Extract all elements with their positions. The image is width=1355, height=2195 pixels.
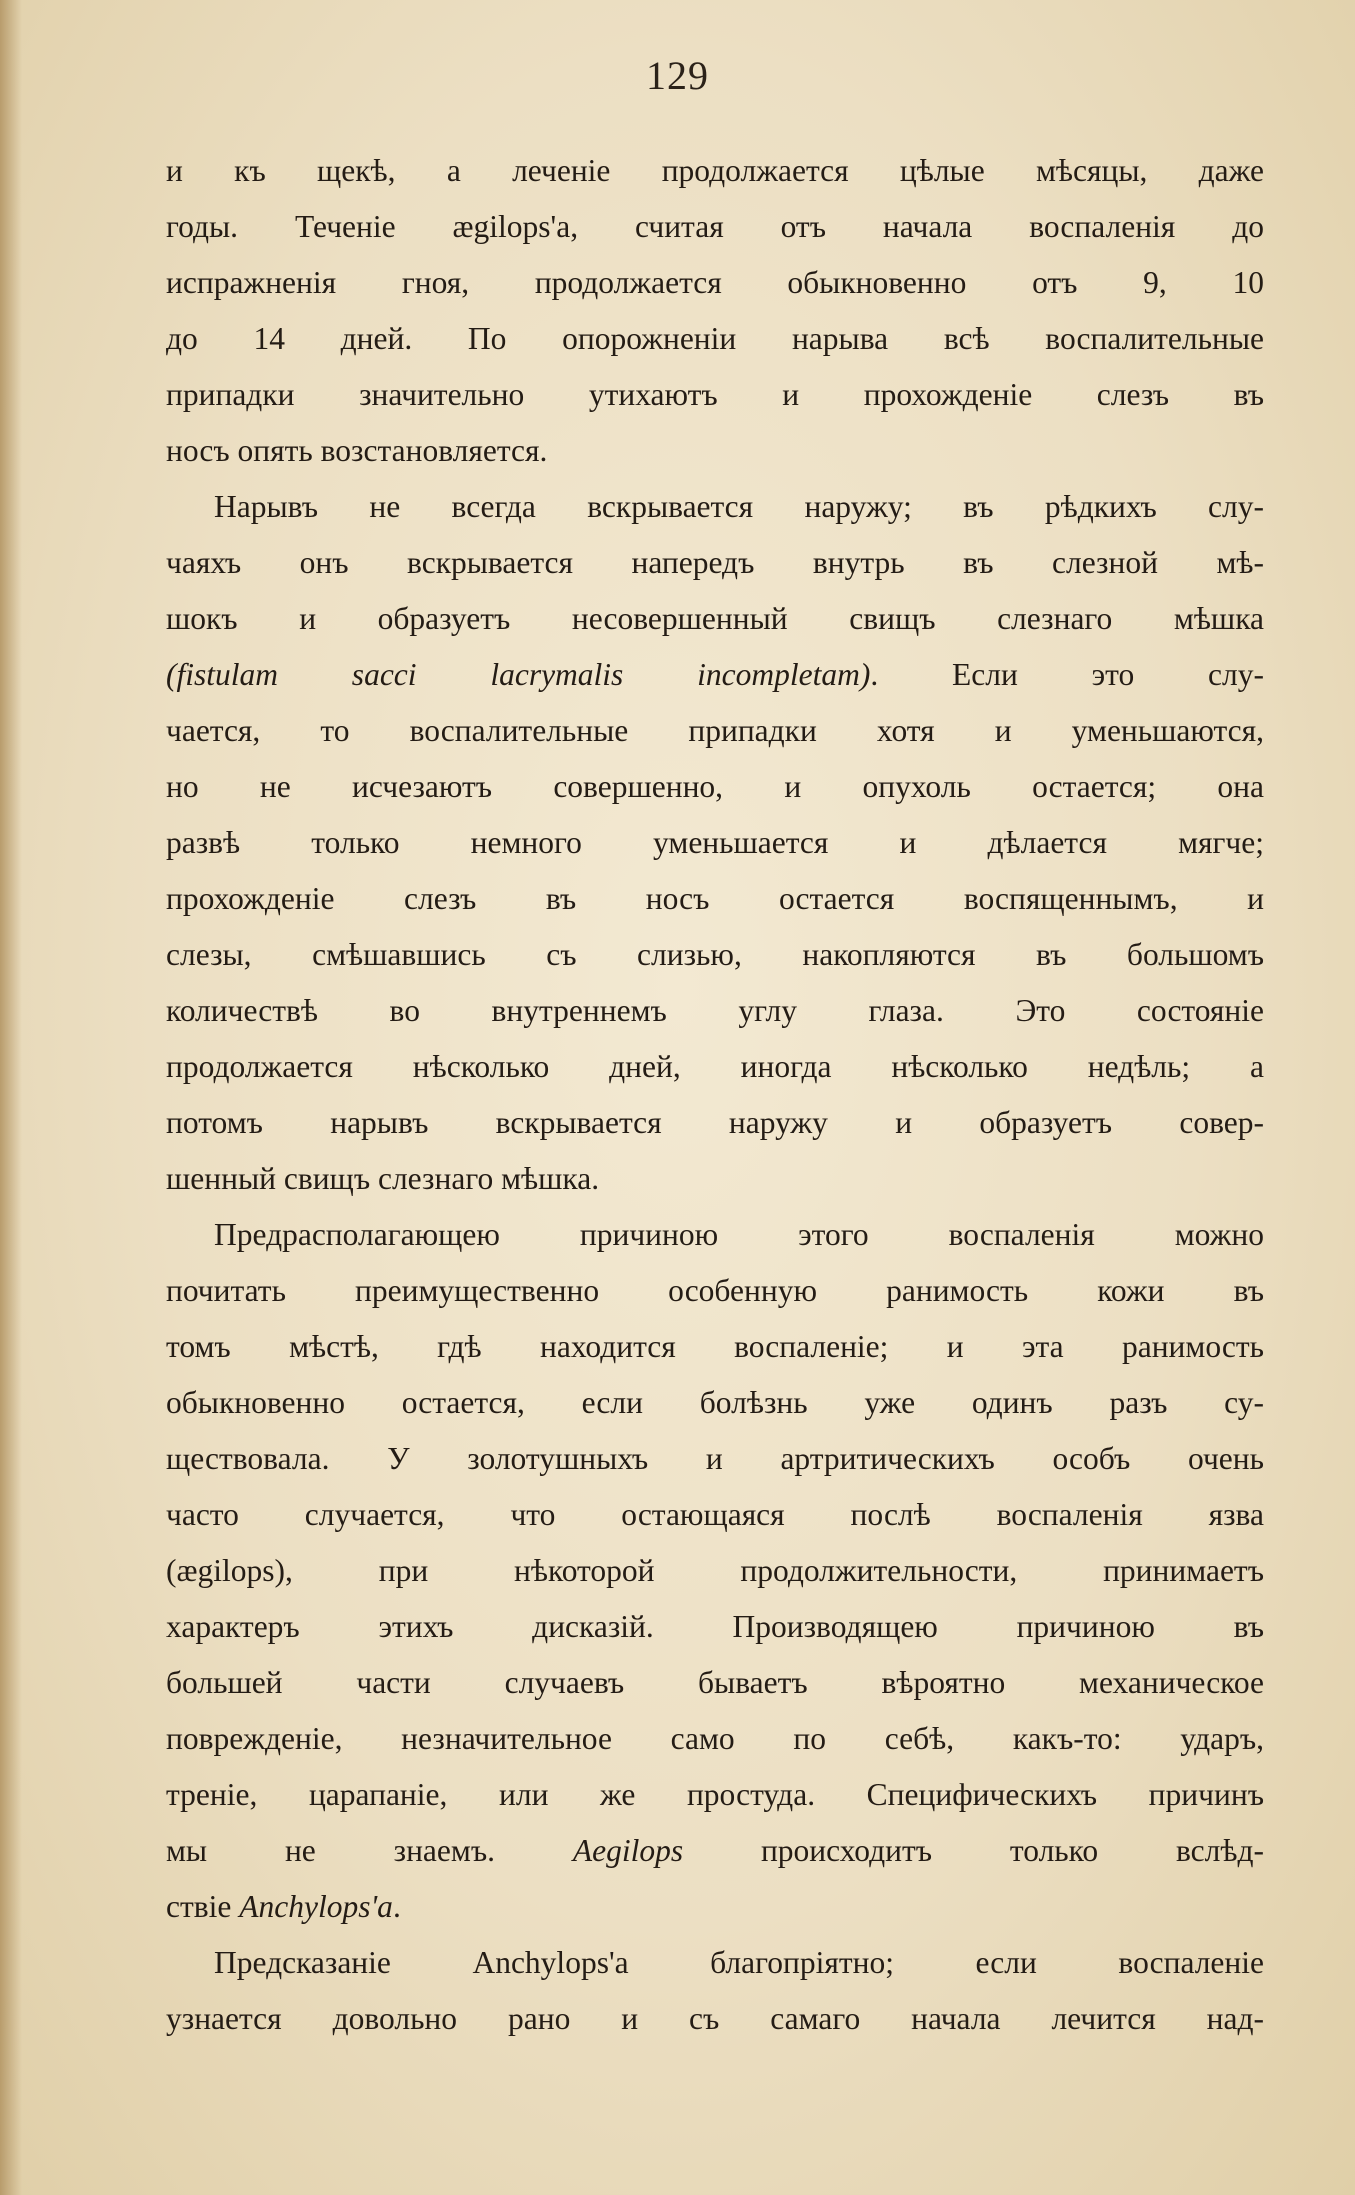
page-number: 129 xyxy=(646,53,709,98)
text-line: мы не знаемъ. Aegilops происходитъ только вслѣд- xyxy=(166,1833,1264,1868)
text-line: ществовала. У золотушныхъ и артритическихъ особъ очень xyxy=(166,1441,1264,1476)
text-line: годы. Теченіе ægilops'а, считая отъ начала воспаленія до xyxy=(166,209,1264,244)
text-line: большей части случаевъ бываетъ вѣроятно механическое xyxy=(166,1665,1264,1700)
text-line: продолжается нѣсколько дней, иногда нѣсколько недѣль; а xyxy=(166,1049,1264,1084)
text-line: и къ щекѣ, а леченіе продолжается цѣлые мѣсяцы, даже xyxy=(166,153,1264,188)
text-line: ствіе Anchylops'a. xyxy=(166,1889,401,1924)
text-line: потомъ нарывъ вскрывается наружу и образуетъ совер- xyxy=(166,1105,1264,1140)
text-line: (ægilops), при нѣкоторой продолжительности, принимаетъ xyxy=(166,1553,1264,1588)
text-line: количествѣ во внутреннемъ углу глаза. Это состояніе xyxy=(166,993,1264,1028)
text-line: слезы, смѣшавшись съ слизью, накопляются въ большомъ xyxy=(166,937,1264,972)
text-line: томъ мѣстѣ, гдѣ находится воспаленіе; и эта ранимость xyxy=(166,1329,1264,1364)
text-line: до 14 дней. По опорожненіи нарыва всѣ воспалительные xyxy=(166,321,1264,356)
text-line: характеръ этихъ дисказій. Производящею причиною въ xyxy=(166,1609,1264,1644)
text-line: обыкновенно остается, если болѣзнь уже одинъ разъ су- xyxy=(166,1385,1264,1420)
text-line: но не исчезаютъ совершенно, и опухоль остается; она xyxy=(166,769,1264,804)
text-line: развѣ только немного уменьшается и дѣлается мягче; xyxy=(166,825,1264,860)
text-line: чается, то воспалительные припадки хотя и уменьшаются, xyxy=(166,713,1264,748)
text-line-latin-term: (fistulam sacci lacrymalis incompletam). Если это слу- xyxy=(166,657,1264,692)
text-line: поврежденіе, незначительное само по себѣ, какъ-то: ударъ, xyxy=(166,1721,1264,1756)
text-line: шенный свищъ слезнаго мѣшка. xyxy=(166,1161,600,1196)
text-line: треніе, царапаніе, или же простуда. Специфическихъ причинъ xyxy=(166,1777,1264,1812)
text-line: прохожденіе слезъ въ носъ остается воспященнымъ, и xyxy=(166,881,1264,916)
text-line: чаяхъ онъ вскрывается напередъ внутрь въ слезной мѣ- xyxy=(166,545,1264,580)
paragraph-start-line: Нарывъ не всегда вскрывается наружу; въ рѣдкихъ слу- xyxy=(214,489,1264,524)
text-line: носъ опять возстановляется. xyxy=(166,433,548,468)
text-line: почитать преимущественно особенную ранимость кожи въ xyxy=(166,1273,1264,1308)
paragraph-start-line: Предсказаніе Anchylops'а благопріятно; если воспаленіе xyxy=(214,1945,1264,1980)
text-line: шокъ и образуетъ несовершенный свищъ слезнаго мѣшка xyxy=(166,601,1264,636)
text-line: часто случается, что остающаяся послѣ воспаленія язва xyxy=(166,1497,1264,1532)
body-text xyxy=(166,143,1264,2047)
text-line: узнается довольно рано и съ самаго начала лечится над- xyxy=(166,2001,1264,2036)
text-line: испражненія гноя, продолжается обыкновенно отъ 9, 10 xyxy=(166,265,1264,300)
text-line: припадки значительно утихаютъ и прохожденіе слезъ въ xyxy=(166,377,1264,412)
paragraph-start-line: Предрасполагающею причиною этого воспаленія можно xyxy=(214,1217,1264,1252)
